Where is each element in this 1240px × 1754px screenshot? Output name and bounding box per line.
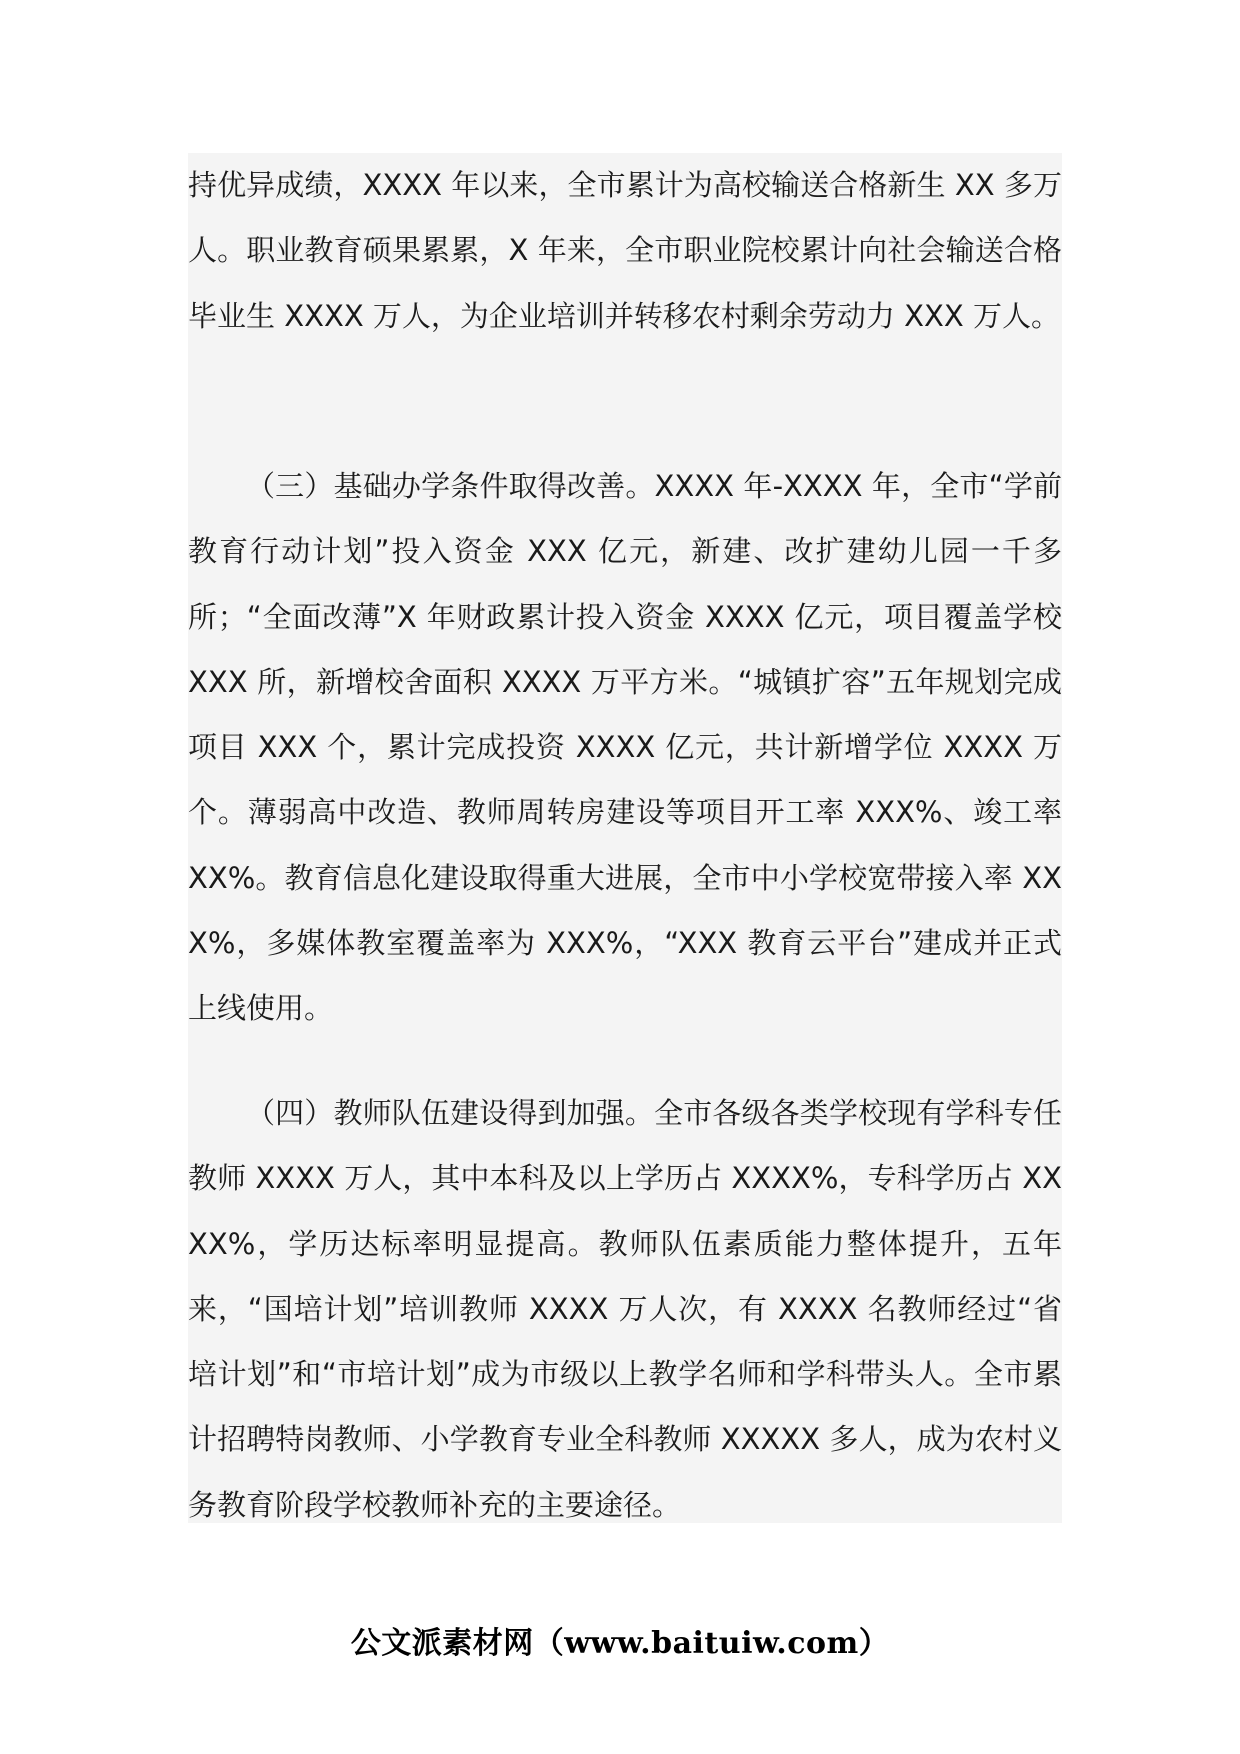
paragraph-2: （三）基础办学条件取得改善。XXXX 年-XXXX 年，全市“学前教育行动计划”投入资金 XXX 亿元，新建、改扩建幼儿园一千多所；“全面改薄”X 年财政累计投入资金 XXXX 亿元，项目覆盖学校 XXX 所，新增校舍面积 XXXX 万平方米。“城镇扩容”五年规划完成项目 XXX 个，累计完成投资 XXXX 亿元，共计新增学位 XXXX 万个。薄弱高中改造、教师周转房建设等项目开工率 XXX%、竣工率 XX%。教育信息化建设取得重大进展，全市中小学校宽带接入率 XXX%，多媒体教室覆盖率为 XXX%，“XXX 教育云平台”建成并正式上线使用。: [188, 469, 1062, 1026]
paragraph-3: （四）教师队伍建设得到加强。全市各级各类学校现有学科专任教师 XXXX 万人，其中本科及以上学历占 XXXX%，专科学历占 XXXX%，学历达标率明显提高。教师队伍素质能力整体提升，五年来，“国培计划”培训教师 XXXX 万人次，有 XXXX 名教师经过“省培计划”和“市培计划”成为市级以上教学名师和学科带头人。全市累计招聘特岗教师、小学教育专业全科教师 XXXXX 多人，成为农村义务教育阶段学校教师补充的主要途径。: [188, 1096, 1062, 1522]
footer-watermark-text: 公文派素材网（www.baituiw.com）: [350, 1626, 890, 1661]
paragraph-1: 持优异成绩，XXXX 年以来，全市累计为高校输送合格新生 XX 多万人。职业教育硕果累累，X 年来，全市职业院校累计向社会输送合格毕业生 XXXX 万人，为企业培训并转移农村剩余劳动力 XXX 万人。: [188, 168, 1062, 333]
document-body: [188, 153, 1062, 1523]
